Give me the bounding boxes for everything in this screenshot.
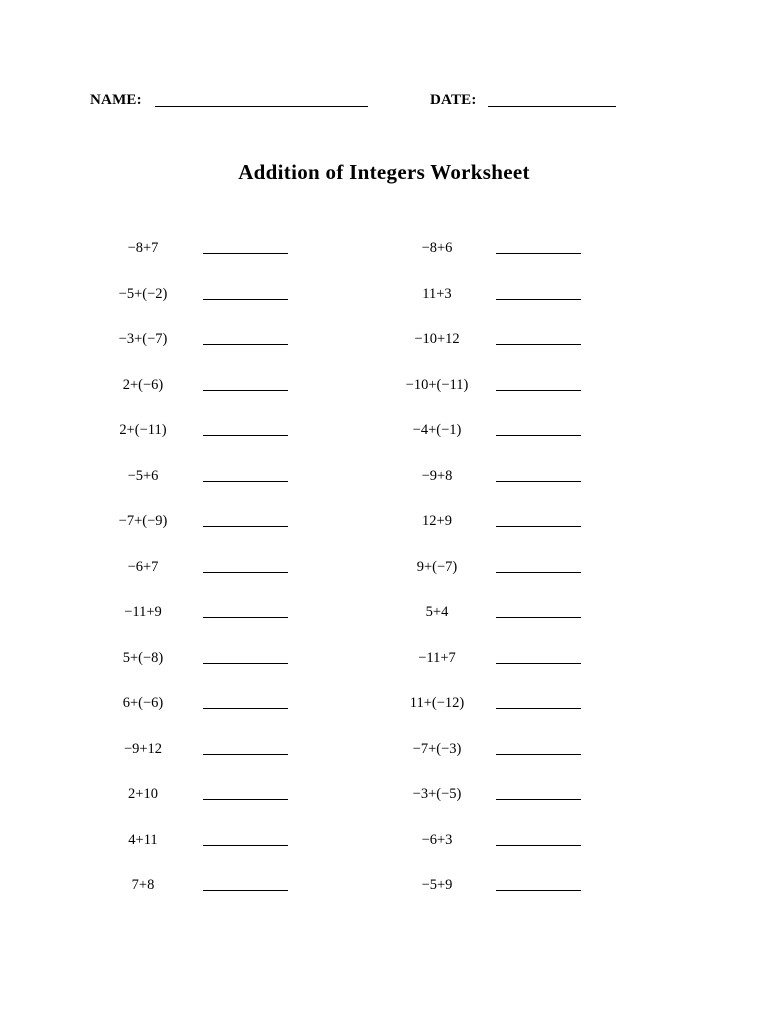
problem-left-14: 4+11 (128, 832, 158, 848)
problem-left-7: −7+(−9) (118, 513, 168, 529)
answer-line-left-4[interactable] (203, 390, 288, 391)
answer-line-left-10[interactable] (203, 663, 288, 664)
problem-right-1: −8+6 (421, 240, 453, 256)
problem-right-2: 11+3 (422, 286, 452, 302)
problem-right-12: −7+(−3) (412, 741, 462, 757)
problem-left-11: 6+(−6) (122, 695, 164, 711)
problem-right-11: 11+(−12) (409, 695, 465, 711)
answer-line-right-15[interactable] (496, 890, 581, 891)
answer-line-left-14[interactable] (203, 845, 288, 846)
problem-left-5: 2+(−11) (119, 422, 167, 438)
problem-left-9: −11+9 (124, 604, 162, 620)
problem-right-3: −10+12 (414, 331, 460, 347)
problem-left-2: −5+(−2) (118, 286, 168, 302)
answer-line-right-8[interactable] (496, 572, 581, 573)
answer-line-right-5[interactable] (496, 435, 581, 436)
answer-line-left-8[interactable] (203, 572, 288, 573)
problem-left-3: −3+(−7) (118, 331, 168, 347)
problem-left-13: 2+10 (128, 786, 158, 802)
problem-right-14: −6+3 (421, 832, 453, 848)
problem-right-9: 5+4 (425, 604, 449, 620)
problem-left-12: −9+12 (123, 741, 163, 757)
problem-right-13: −3+(−5) (412, 786, 462, 802)
answer-line-right-3[interactable] (496, 344, 581, 345)
problem-left-4: 2+(−6) (122, 377, 164, 393)
answer-line-left-5[interactable] (203, 435, 288, 436)
answer-line-right-14[interactable] (496, 845, 581, 846)
date-blank-line[interactable] (488, 106, 616, 107)
answer-line-left-2[interactable] (203, 299, 288, 300)
answer-line-right-9[interactable] (496, 617, 581, 618)
problem-left-8: −6+7 (127, 559, 159, 575)
answer-line-left-7[interactable] (203, 526, 288, 527)
problem-right-5: −4+(−1) (412, 422, 462, 438)
answer-line-right-2[interactable] (496, 299, 581, 300)
name-blank-line[interactable] (155, 106, 368, 107)
answer-line-right-10[interactable] (496, 663, 581, 664)
problem-left-6: −5+6 (127, 468, 159, 484)
problem-left-10: 5+(−8) (122, 650, 164, 666)
answer-line-left-3[interactable] (203, 344, 288, 345)
worksheet-title: Addition of Integers Worksheet (238, 160, 530, 184)
problem-right-4: −10+(−11) (405, 377, 469, 393)
name-label: NAME: (90, 92, 142, 108)
answer-line-left-15[interactable] (203, 890, 288, 891)
problem-left-1: −8+7 (127, 240, 159, 256)
answer-line-left-6[interactable] (203, 481, 288, 482)
problem-right-6: −9+8 (421, 468, 453, 484)
answer-line-left-13[interactable] (203, 799, 288, 800)
problem-left-15: 7+8 (131, 877, 155, 893)
problem-right-10: −11+7 (418, 650, 456, 666)
answer-line-left-12[interactable] (203, 754, 288, 755)
answer-line-left-1[interactable] (203, 253, 288, 254)
answer-line-right-11[interactable] (496, 708, 581, 709)
problem-right-15: −5+9 (421, 877, 453, 893)
answer-line-right-12[interactable] (496, 754, 581, 755)
answer-line-right-13[interactable] (496, 799, 581, 800)
date-label: DATE: (430, 92, 477, 108)
answer-line-right-1[interactable] (496, 253, 581, 254)
answer-line-left-11[interactable] (203, 708, 288, 709)
answer-line-left-9[interactable] (203, 617, 288, 618)
answer-line-right-4[interactable] (496, 390, 581, 391)
answer-line-right-6[interactable] (496, 481, 581, 482)
answer-line-right-7[interactable] (496, 526, 581, 527)
problem-right-7: 12+9 (422, 513, 452, 529)
problem-right-8: 9+(−7) (416, 559, 458, 575)
